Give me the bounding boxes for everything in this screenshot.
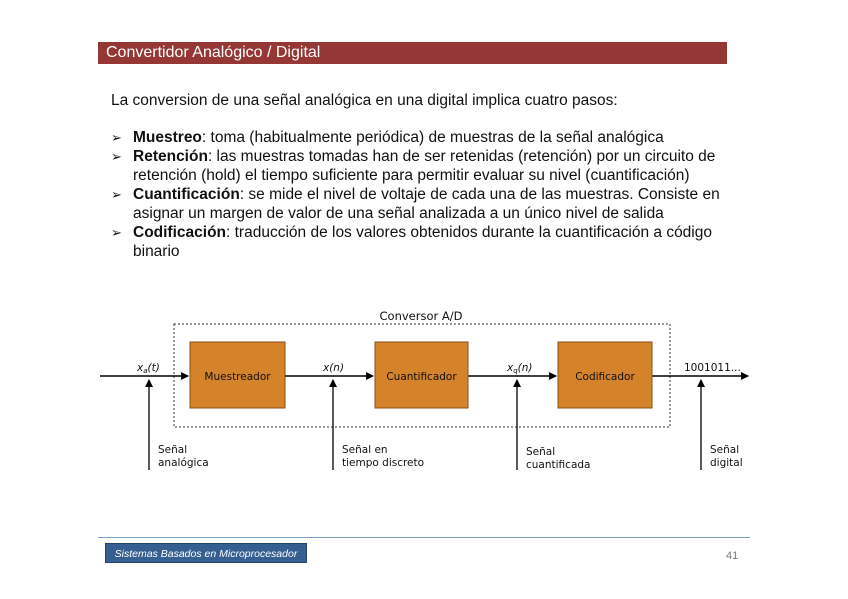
step-text: : se mide el nivel de voltaje de cada una de las muestras. Consiste en asignar un margen de valor de una señal analizada a un único nivel de salida (133, 186, 720, 222)
intro-text: La conversion de una señal analógica en una digital implica cuatro pasos: (111, 92, 618, 109)
arrow-bullet-icon: ➢ (111, 187, 122, 202)
caption-digital: Señal digital (710, 444, 743, 469)
signal-label-sampled: x(n) (323, 362, 345, 374)
arrow-bullet-icon: ➢ (111, 149, 122, 164)
slide-title: Convertidor Analógico / Digital (98, 42, 727, 64)
block-quantizer-label: Cuantificador (386, 371, 457, 383)
caption-quantized: Señal cuantificada (526, 446, 591, 471)
signal-label-output: 1001011... (684, 362, 741, 374)
course-name: Sistemas Basados en Microprocesador (105, 543, 307, 563)
step-text: : toma (habitualmente periódica) de muestras de la señal analógica (201, 129, 664, 146)
footer-divider (98, 537, 750, 538)
arrow-bullet-icon: ➢ (111, 225, 122, 240)
caption-analog: Señal analógica (158, 444, 209, 469)
signal-label-input: xa(t) (137, 362, 160, 375)
step-text: : traducción de los valores obtenidos durante la cuantificación a código binario (133, 224, 712, 260)
step-term: Codificación (133, 224, 227, 241)
signal-label-quantized: xq(n) (507, 362, 533, 375)
step-term: Cuantificación (133, 186, 240, 203)
step-term: Muestreo (133, 129, 202, 146)
arrow-bullet-icon: ➢ (111, 130, 122, 145)
step-text: : las muestras tomadas han de ser retenidas (retención) por un circuito de retención (hold) el tiempo suficiente para permitir evaluar su nivel (cuantificación) (133, 148, 716, 184)
caption-discrete: Señal en tiempo discreto (342, 444, 425, 469)
container-label: Conversor A/D (379, 309, 463, 323)
step-term: Retención (133, 148, 208, 165)
block-encoder-label: Codificador (575, 371, 635, 383)
page-number: 41 (726, 550, 739, 562)
block-sampler-label: Muestreador (204, 371, 271, 383)
